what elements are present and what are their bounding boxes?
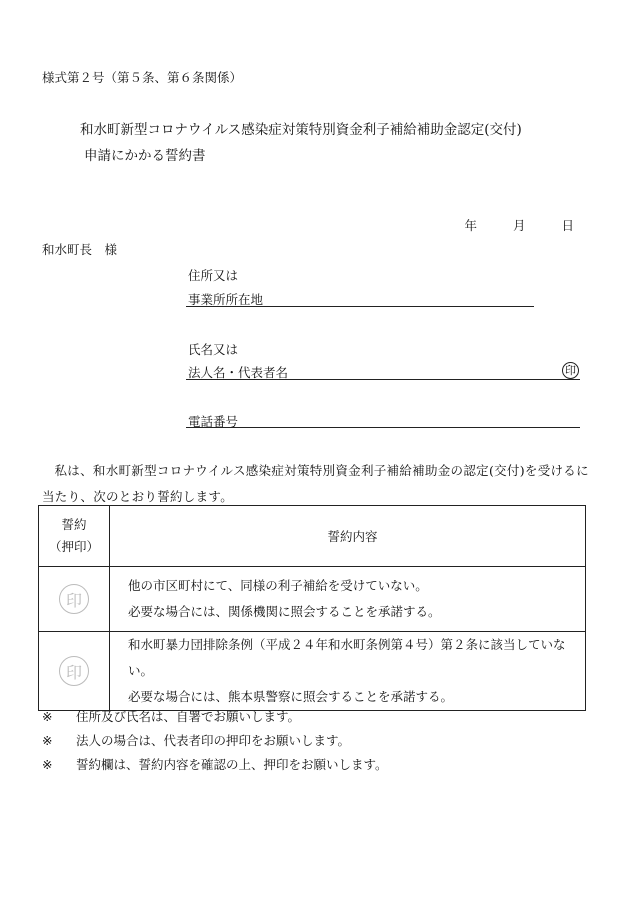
- oath-content-line: 他の市区町村にて、同様の利子補給を受けていない。: [128, 578, 428, 593]
- document-title-line1: 和水町新型コロナウイルス感染症対策特別資金利子補給補助金認定(交付): [80, 122, 522, 138]
- date-year-label: 年: [464, 218, 477, 233]
- note-mark: ※: [42, 757, 53, 772]
- seal-mark-icon: 印: [562, 362, 579, 379]
- name-label-line2: 法人名・代表者名: [188, 365, 289, 380]
- oath-content-cell: [110, 567, 586, 632]
- note-item: [42, 755, 388, 773]
- addressee: 和水町長 様: [42, 242, 118, 257]
- note-item: [42, 731, 350, 749]
- date-month-label: 月: [512, 218, 526, 233]
- address-field[interactable]: [186, 306, 534, 307]
- name-label-line1: 氏名又は: [188, 342, 239, 357]
- oath-content-line: 必要な場合には、関係機関に照会することを承諾する。: [128, 604, 441, 619]
- seal-cell[interactable]: [39, 567, 110, 632]
- seal-placeholder-icon: 印: [59, 656, 89, 686]
- note-mark: ※: [42, 733, 53, 748]
- note-text: 住所及び氏名は、自署でお願いします。: [76, 709, 301, 724]
- address-label-line2: 事業所所在地: [188, 292, 264, 307]
- date-day-label: 日: [561, 218, 574, 233]
- address-label-line1: 住所又は: [188, 268, 239, 283]
- name-field[interactable]: [186, 379, 580, 380]
- oath-content-line: 和水町暴力団排除条例（平成２４年和水町条例第４号）第２条に該当していない。: [128, 637, 566, 678]
- oath-table: [38, 505, 586, 711]
- phone-field[interactable]: [186, 427, 580, 428]
- phone-label: 電話番号: [188, 414, 239, 429]
- header-oath-label: 誓約: [61, 517, 87, 532]
- oath-table-header: [39, 506, 586, 567]
- header-oath-seal-cell: [39, 506, 110, 567]
- table-row: [39, 567, 586, 632]
- oath-statement: 私は、和水町新型コロナウイルス感染症対策特別資金利子補給補助金の認定(交付)を受けるに当たり、次のとおり誓約します。: [42, 463, 589, 504]
- date-field: [464, 216, 574, 234]
- document-title-line2: 申請にかかる誓約書: [84, 148, 206, 164]
- note-item: [42, 707, 300, 725]
- seal-placeholder-icon: 印: [59, 584, 89, 614]
- note-text: 法人の場合は、代表者印の押印をお願いします。: [76, 733, 351, 748]
- oath-content-cell: [110, 632, 586, 711]
- header-seal-label: （押印）: [48, 539, 99, 554]
- oath-content-line: 必要な場合には、熊本県警察に照会することを承諾する。: [128, 689, 454, 704]
- note-mark: ※: [42, 709, 53, 724]
- table-row: [39, 632, 586, 711]
- note-text: 誓約欄は、誓約内容を確認の上、押印をお願いします。: [76, 757, 388, 772]
- header-content-cell: 誓約内容: [110, 506, 586, 567]
- form-number: 様式第２号（第５条、第６条関係）: [42, 70, 243, 85]
- seal-cell[interactable]: [39, 632, 110, 711]
